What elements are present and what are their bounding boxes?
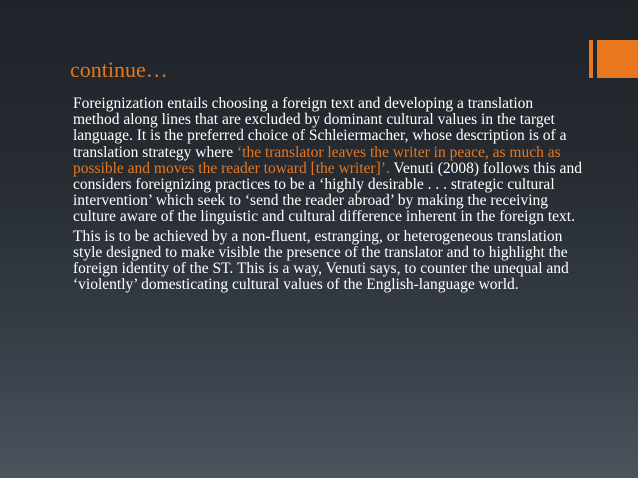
accent-bar-thick <box>597 40 638 78</box>
slide-body <box>73 96 583 296</box>
slide-title: continue… <box>70 57 168 82</box>
accent-bar-thin <box>589 40 593 78</box>
paragraph-non-fluent-style: This is to be achieved by a non-fluent, estranging, or heterogeneous translation style designed to make visible the presence of the translator and to highlight the foreign identity of the ST. This is a way, Venuti says, to counter the unequal and ‘violently’ domesticating cultural values of the English-language world. <box>73 227 569 294</box>
paragraph-text: Foreignization entails choosing a foreign text and developing a translation method along lines that are excluded by dominant cultural values in the target language. It is the preferred choice of Schleiermacher, whose description is of a translation strategy where <box>73 95 567 161</box>
paragraph-foreignization <box>73 96 583 226</box>
paragraph-text: Venuti (2008) follows this and considers foreignizing practices to be a ‘highly desirable . . . strategic cultural intervention’ which seek to ‘send the reader abroad’ by making the receiving culture aware of the linguistic and cultural difference inherent in the foreign text. <box>73 159 582 226</box>
schleiermacher-quote: ‘the translator leaves the writer in peace, as much as possible and moves the reader toward [the writer]’. <box>73 143 561 177</box>
